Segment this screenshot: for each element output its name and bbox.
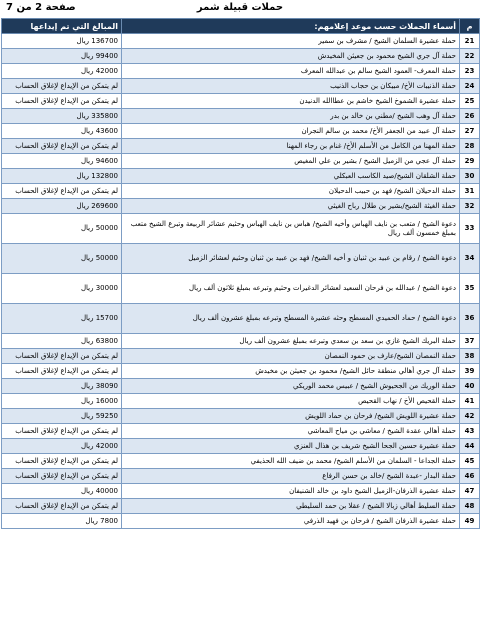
cell-amount: 38090 ريال <box>2 379 122 394</box>
cell-number: 45 <box>460 454 480 469</box>
cell-amount: لم يتمكن من الإيداع لإغلاق الحساب <box>2 349 122 364</box>
table-row <box>2 154 480 169</box>
cell-campaign-name: حملة السليط أهالي زبالا الشيخ / عقلا بن حمد السليطي <box>122 499 460 514</box>
table-row <box>2 334 480 349</box>
cell-amount: 40000 ريال <box>2 484 122 499</box>
cell-campaign-name: حملة النمصان الشيخ/عارف بن حمود النمصان <box>122 349 460 364</box>
table-row <box>2 244 480 274</box>
cell-amount: 30000 ريال <box>2 274 122 304</box>
table-row <box>2 439 480 454</box>
cell-campaign-name: حملة البريك الشيخ غازي بن سعد بن سعدي وتبرعه بمبلغ عشرون ألف ريال <box>122 334 460 349</box>
cell-amount: لم يتمكن من الإيداع لإغلاق الحساب <box>2 184 122 199</box>
table-row <box>2 349 480 364</box>
cell-campaign-name: حملة الشلقان الشيخ/صيد الكاسب العبكلي <box>122 169 460 184</box>
cell-campaign-name: حملة الدحيلان الشيخ/ فهد بن حبيب الدحيلان <box>122 184 460 199</box>
cell-number: 23 <box>460 64 480 79</box>
column-header-number: م <box>460 19 480 34</box>
table-row <box>2 364 480 379</box>
cell-amount: 7800 ريال <box>2 514 122 529</box>
cell-number: 26 <box>460 109 480 124</box>
cell-campaign-name: حملة أهالي عقدة الشيخ / معاشي بن مياح المعاشي <box>122 424 460 439</box>
cell-number: 35 <box>460 274 480 304</box>
table-row <box>2 304 480 334</box>
cell-campaign-name: حملة الذنيبات الأخ/ مبيكان بن حجاب الذنيب <box>122 79 460 94</box>
table-row <box>2 484 480 499</box>
cell-campaign-name: حملة عشيرة حسين الجحا الشيخ شريف بن هذال العنزي <box>122 439 460 454</box>
cell-campaign-name: حملة القحيص الأخ / نهاب القحيص <box>122 394 460 409</box>
table-row <box>2 109 480 124</box>
cell-number: 39 <box>460 364 480 379</box>
table-row <box>2 49 480 64</box>
cell-campaign-name: حملة آل وهب الشيخ /مطني بن خالد بن بدر <box>122 109 460 124</box>
cell-number: 40 <box>460 379 480 394</box>
cell-campaign-name: حملة عشيرة اللويش الشيخ/ فرحان بن حماد اللويش <box>122 409 460 424</box>
page-header <box>0 0 480 18</box>
cell-amount: 335800 ريال <box>2 109 122 124</box>
cell-number: 22 <box>460 49 480 64</box>
cell-campaign-name: حملة الجداعا - السلمان من الأسلم الشيخ/ محمد بن ضيف الله الحذيفي <box>122 454 460 469</box>
cell-number: 49 <box>460 514 480 529</box>
cell-number: 46 <box>460 469 480 484</box>
table-row <box>2 514 480 529</box>
cell-amount: لم يتمكن من الإيداع لإغلاق الحساب <box>2 499 122 514</box>
cell-number: 24 <box>460 79 480 94</box>
cell-campaign-name: حملة آل عبيد من الجعفر الأخ/ محمد بن سالم النجران <box>122 124 460 139</box>
cell-amount: 43600 ريال <box>2 124 122 139</box>
cell-campaign-name: دعوة الشيخ / حماد الحميدي المسطح وحثه عشيرة المسطح وتبرعه بمبلغ عشرون ألف ريال <box>122 304 460 334</box>
cell-number: 30 <box>460 169 480 184</box>
cell-campaign-name: حملة البدار -عبدة الشيخ /خالد بن حسن الرفاع <box>122 469 460 484</box>
page-title: حملات قبيلة شمر <box>196 2 284 13</box>
cell-amount: لم يتمكن من الإيداع لإغلاق الحساب <box>2 139 122 154</box>
table-header-row <box>2 19 480 34</box>
cell-number: 21 <box>460 34 480 49</box>
cell-number: 38 <box>460 349 480 364</box>
column-header-name: أسماء الحملات حسب موعد إعلامهم: <box>122 19 460 34</box>
column-header-amount: المبالغ التي تم إيداعها <box>2 19 122 34</box>
cell-number: 36 <box>460 304 480 334</box>
table-row <box>2 184 480 199</box>
cell-campaign-name: دعوة الشيخ / متعب بن نايف الهباس وأخيه الشيخ/ هباس بن نايف الهباس وحثيم عشائر الربيعة وتبرع الشيخ متعب بمبلغ خمسون ألف ريال <box>122 214 460 244</box>
cell-number: 27 <box>460 124 480 139</box>
cell-campaign-name: حملة الوريك من الجحيوش الشيخ / عبيس محمد الوريكي <box>122 379 460 394</box>
cell-amount: 63800 ريال <box>2 334 122 349</box>
table-row <box>2 379 480 394</box>
cell-amount: لم يتمكن من الإيداع لإغلاق الحساب <box>2 424 122 439</box>
cell-campaign-name: حملة عشيرة السلمان الشيخ / مشرف بن سمير <box>122 34 460 49</box>
table-row <box>2 409 480 424</box>
cell-number: 41 <box>460 394 480 409</box>
cell-amount: 42000 ريال <box>2 439 122 454</box>
cell-amount: 94600 ريال <box>2 154 122 169</box>
cell-amount: 50000 ريال <box>2 244 122 274</box>
table-row <box>2 169 480 184</box>
table-row <box>2 34 480 49</box>
cell-number: 47 <box>460 484 480 499</box>
campaigns-table <box>1 18 480 529</box>
cell-amount: لم يتمكن من الإيداع لإغلاق الحساب <box>2 364 122 379</box>
cell-amount: لم يتمكن من الإيداع لإغلاق الحساب <box>2 79 122 94</box>
cell-campaign-name: حملة آل عجي من الزميل الشيخ / بشير بن علي المغيص <box>122 154 460 169</box>
cell-amount: 59250 ريال <box>2 409 122 424</box>
cell-campaign-name: حملة آل جري أهالي منطقة حائل الشيخ/ محمود بن جعيثن بن مخيدش <box>122 364 460 379</box>
cell-amount: 50000 ريال <box>2 214 122 244</box>
table-row <box>2 424 480 439</box>
table-row <box>2 64 480 79</box>
table-row <box>2 274 480 304</box>
cell-amount: 132800 ريال <box>2 169 122 184</box>
cell-number: 44 <box>460 439 480 454</box>
table-body <box>2 34 480 529</box>
page-indicator: صفحة 2 من 7 <box>6 2 76 13</box>
cell-number: 29 <box>460 154 480 169</box>
cell-amount: 42000 ريال <box>2 64 122 79</box>
table-row <box>2 454 480 469</box>
cell-number: 48 <box>460 499 480 514</box>
cell-number: 25 <box>460 94 480 109</box>
cell-campaign-name: حملة آل جري الشيخ محمود بن جعيثن المخيدش <box>122 49 460 64</box>
cell-amount: 269600 ريال <box>2 199 122 214</box>
cell-number: 28 <box>460 139 480 154</box>
table-row <box>2 394 480 409</box>
cell-amount: لم يتمكن من الإيداع لإغلاق الحساب <box>2 469 122 484</box>
cell-amount: لم يتمكن من الإيداع لإغلاق الحساب <box>2 94 122 109</box>
table-row <box>2 124 480 139</box>
cell-amount: لم يتمكن من الإيداع لإغلاق الحساب <box>2 454 122 469</box>
cell-number: 32 <box>460 199 480 214</box>
cell-campaign-name: حملة المهنا من الكامل من الأسلم الأخ/ غنام بن رجاء المهنا <box>122 139 460 154</box>
cell-campaign-name: حملة عشيرة الذرفان الشيخ / فرحان بن فهيد الذرفي <box>122 514 460 529</box>
cell-number: 43 <box>460 424 480 439</box>
table-row <box>2 214 480 244</box>
cell-number: 33 <box>460 214 480 244</box>
cell-campaign-name: دعوة الشيخ / عبدالله بن فرحان السعيد لعشائر الدغيرات وحثيم وتبرعه بمبلغ ثلاثون ألف ريال <box>122 274 460 304</box>
cell-campaign-name: حملة المعرف- العمود الشيخ سالم بن عبدالله المعرف <box>122 64 460 79</box>
cell-campaign-name: دعوة الشيخ / رقام بن عبيد بن ثنيان و أخيه الشيخ/ فهد بن عبيد بن ثنيان وحثيم لعشائر الزميل <box>122 244 460 274</box>
cell-amount: 16000 ريال <box>2 394 122 409</box>
cell-amount: 99400 ريال <box>2 49 122 64</box>
table-row <box>2 199 480 214</box>
table-row <box>2 139 480 154</box>
cell-number: 34 <box>460 244 480 274</box>
cell-number: 42 <box>460 409 480 424</box>
table-row <box>2 469 480 484</box>
cell-number: 31 <box>460 184 480 199</box>
cell-campaign-name: حملة عشيرة الذرفان-الزميل الشيخ داود بن خالد الشنيفان <box>122 484 460 499</box>
cell-campaign-name: حملة الغيثة الشيخ/بشير بن طلال رباح الغيثي <box>122 199 460 214</box>
cell-campaign-name: حملة عشيرة الشموخ الشيخ خاشم بن عطاالله الدنيدن <box>122 94 460 109</box>
table-row <box>2 94 480 109</box>
cell-amount: 15700 ريال <box>2 304 122 334</box>
cell-number: 37 <box>460 334 480 349</box>
cell-amount: 136700 ريال <box>2 34 122 49</box>
table-row <box>2 79 480 94</box>
table-row <box>2 499 480 514</box>
